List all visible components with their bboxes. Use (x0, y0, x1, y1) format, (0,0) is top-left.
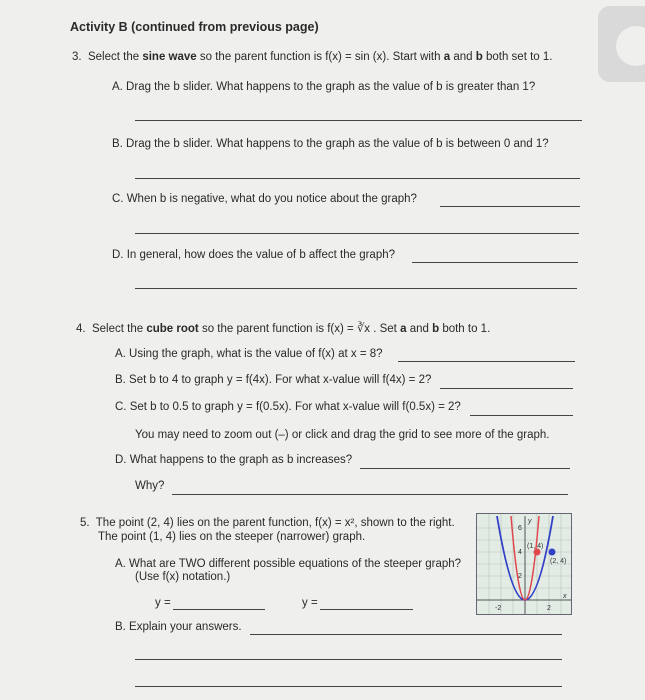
answer-line[interactable] (250, 634, 562, 635)
answer-line[interactable] (135, 178, 580, 179)
q5-part-b: B. Explain your answers. (115, 621, 242, 633)
point-label: (2, 4) (550, 558, 567, 565)
answer-line[interactable] (360, 468, 570, 469)
point-2-4 (549, 549, 556, 556)
y-equals-1: y = (155, 597, 171, 609)
q3-part-c: C. When b is negative, what do you notice about the graph? (112, 193, 417, 205)
question-4: 4. Select the cube root so the parent function is f(x) = ∛x . Set a and b both to 1. (76, 323, 491, 335)
q3-part-d: D. In general, how does the value of b affect the graph? (112, 249, 396, 261)
q4-note: You may need to zoom out (–) or click and drag the grid to see more of the graph. (135, 429, 550, 441)
q4-part-a: A. Using the graph, what is the value of f(x) at x = 8? (115, 348, 383, 360)
answer-line[interactable] (412, 262, 578, 263)
answer-line[interactable] (173, 609, 265, 610)
q5-part-a-note: (Use f(x) notation.) (135, 571, 231, 583)
answer-line[interactable] (135, 233, 579, 234)
question-5-line2: The point (1, 4) lies on the steeper (narrower) graph. (98, 531, 366, 543)
answer-line[interactable] (470, 415, 573, 416)
answer-line[interactable] (135, 120, 582, 121)
q5-part-a: A. What are TWO different possible equations of the steeper graph? (115, 558, 462, 570)
tick-label: -2 (495, 605, 502, 612)
answer-line[interactable] (135, 288, 577, 289)
question-3: 3. Select the sine wave so the parent function is f(x) = sin (x). Start with a and b both set to 1. (72, 51, 553, 63)
q3-part-b: B. Drag the b slider. What happens to the graph as the value of b is between 0 and 1? (112, 138, 549, 150)
answer-line[interactable] (440, 206, 580, 207)
answer-line[interactable] (320, 609, 413, 610)
q4-part-b: B. Set b to 4 to graph y = f(4x). For what x-value will f(4x) = 2? (115, 374, 432, 386)
question-5: 5. The point (2, 4) lies on the parent function, f(x) = x², shown to the right. (80, 517, 455, 529)
q4-part-c: C. Set b to 0.5 to graph y = f(0.5x). For what x-value will f(0.5x) = 2? (115, 401, 461, 413)
q4-why: Why? (135, 480, 165, 492)
tick-label: 6 (518, 525, 522, 532)
answer-line[interactable] (172, 494, 568, 495)
answer-line[interactable] (135, 659, 562, 660)
q4-part-d: D. What happens to the graph as b increases? (115, 454, 353, 466)
tick-label: 4 (518, 549, 522, 556)
answer-line[interactable] (135, 686, 562, 687)
page-tab-decoration (598, 6, 645, 82)
answer-line[interactable] (398, 361, 575, 362)
answer-line[interactable] (440, 388, 573, 389)
y-equals-2: y = (302, 597, 318, 609)
x-axis-label: x (563, 593, 567, 600)
q3-part-a: A. Drag the b slider. What happens to the graph as the value of b is greater than 1? (112, 81, 536, 93)
point-label: (1, 4) (527, 543, 544, 550)
tick-label: 2 (547, 605, 551, 612)
tick-label: 2 (518, 573, 522, 580)
page-title: Activity B (continued from previous page) (70, 20, 319, 34)
y-axis-label: y (528, 518, 532, 525)
parabola-graph (476, 513, 572, 615)
